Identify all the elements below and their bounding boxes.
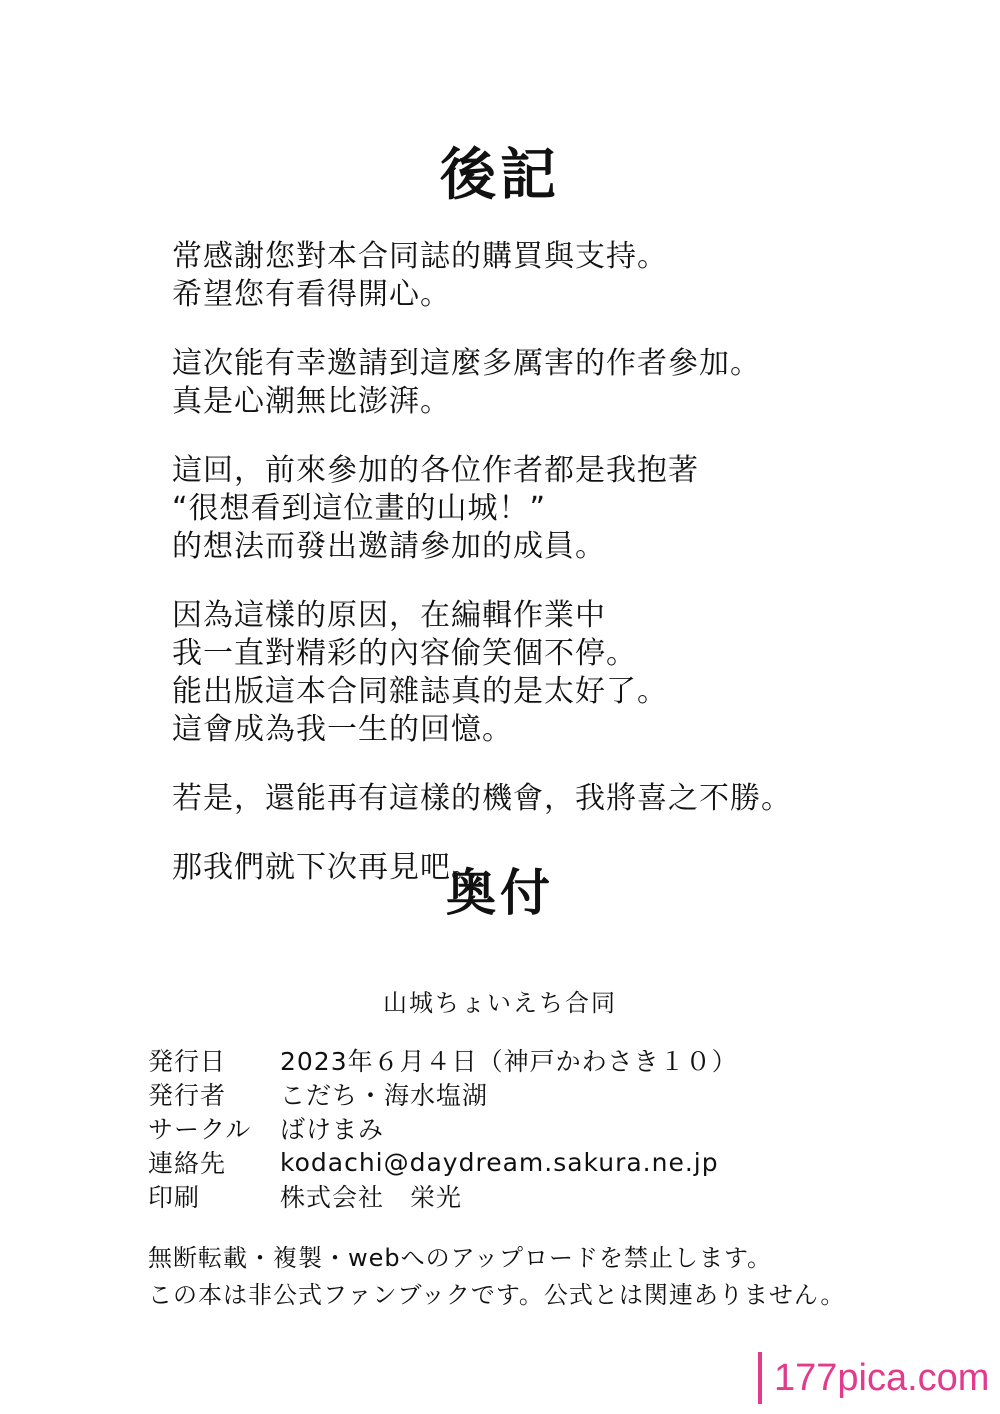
afterword-line: 這會成為我一生的回憶。 bbox=[172, 712, 513, 747]
copyright-notice bbox=[148, 1240, 928, 1314]
colophon-value: 株式会社 栄光 bbox=[280, 1183, 463, 1212]
colophon-contact-email: kodachi@daydream.sakura.ne.jp bbox=[280, 1147, 719, 1177]
watermark-logo: 177pica.com bbox=[758, 1352, 994, 1404]
afterword-body bbox=[172, 238, 932, 918]
afterword-line: 真是心潮無比澎湃。 bbox=[172, 384, 451, 419]
colophon-label: 発行者 bbox=[148, 1081, 227, 1110]
colophon-row-publish-date bbox=[148, 1043, 908, 1077]
colophon-row-circle bbox=[148, 1111, 908, 1145]
colophon-label: 印刷 bbox=[148, 1183, 201, 1212]
afterword-line: 希望您有看得開心。 bbox=[172, 277, 451, 312]
colophon-row-publisher bbox=[148, 1077, 908, 1111]
afterword-line: 常感謝您對本合同誌的購買與支持。 bbox=[172, 239, 668, 274]
colophon-label: サークル bbox=[148, 1115, 252, 1144]
colophon-value: こだち・海水塩湖 bbox=[280, 1081, 489, 1110]
afterword-line: 若是，還能再有這樣的機會，我將喜之不勝。 bbox=[172, 781, 792, 816]
colophon-row-printer bbox=[148, 1179, 908, 1213]
afterword-paragraph bbox=[172, 452, 932, 566]
afterword-paragraph bbox=[172, 238, 932, 314]
colophon-label: 連絡先 bbox=[148, 1149, 227, 1178]
book-title: 山城ちょいえち合同 bbox=[383, 989, 617, 1017]
colophon-value: 2023年６月４日（神戸かわさき１０） bbox=[280, 1047, 738, 1076]
afterword-paragraph bbox=[172, 597, 932, 749]
afterword-title: 後記 bbox=[440, 143, 560, 208]
notice-line: この本は非公式ファンブックです。公式とは関連ありません。 bbox=[148, 1281, 846, 1309]
afterword-line: “很想看到這位畫的山城！” bbox=[172, 491, 547, 526]
colophon-title: 奥付 bbox=[446, 864, 554, 922]
afterword-line: 這回，前來參加的各位作者都是我抱著 bbox=[172, 453, 699, 488]
afterword-line: 我一直對精彩的內容偷笑個不停。 bbox=[172, 636, 637, 671]
colophon-label: 発行日 bbox=[148, 1047, 227, 1076]
colophon-table bbox=[148, 1043, 908, 1213]
afterword-line: 能出版這本合同雜誌真的是太好了。 bbox=[172, 674, 668, 709]
afterword-line: 因為這樣的原因，在編輯作業中 bbox=[172, 598, 606, 633]
afterword-paragraph bbox=[172, 345, 932, 421]
afterword-line: 那我們就下次再見吧。 bbox=[172, 850, 482, 885]
afterword-line: 這次能有幸邀請到這麼多厲害的作者參加。 bbox=[172, 346, 761, 381]
colophon-value: ばけまみ bbox=[280, 1115, 385, 1144]
notice-line: 無断転載・複製・webへのアップロードを禁止します。 bbox=[148, 1244, 773, 1272]
afterword-paragraph bbox=[172, 780, 932, 818]
afterword-line: 的想法而發出邀請參加的成員。 bbox=[172, 529, 606, 564]
colophon-row-contact bbox=[148, 1145, 908, 1179]
